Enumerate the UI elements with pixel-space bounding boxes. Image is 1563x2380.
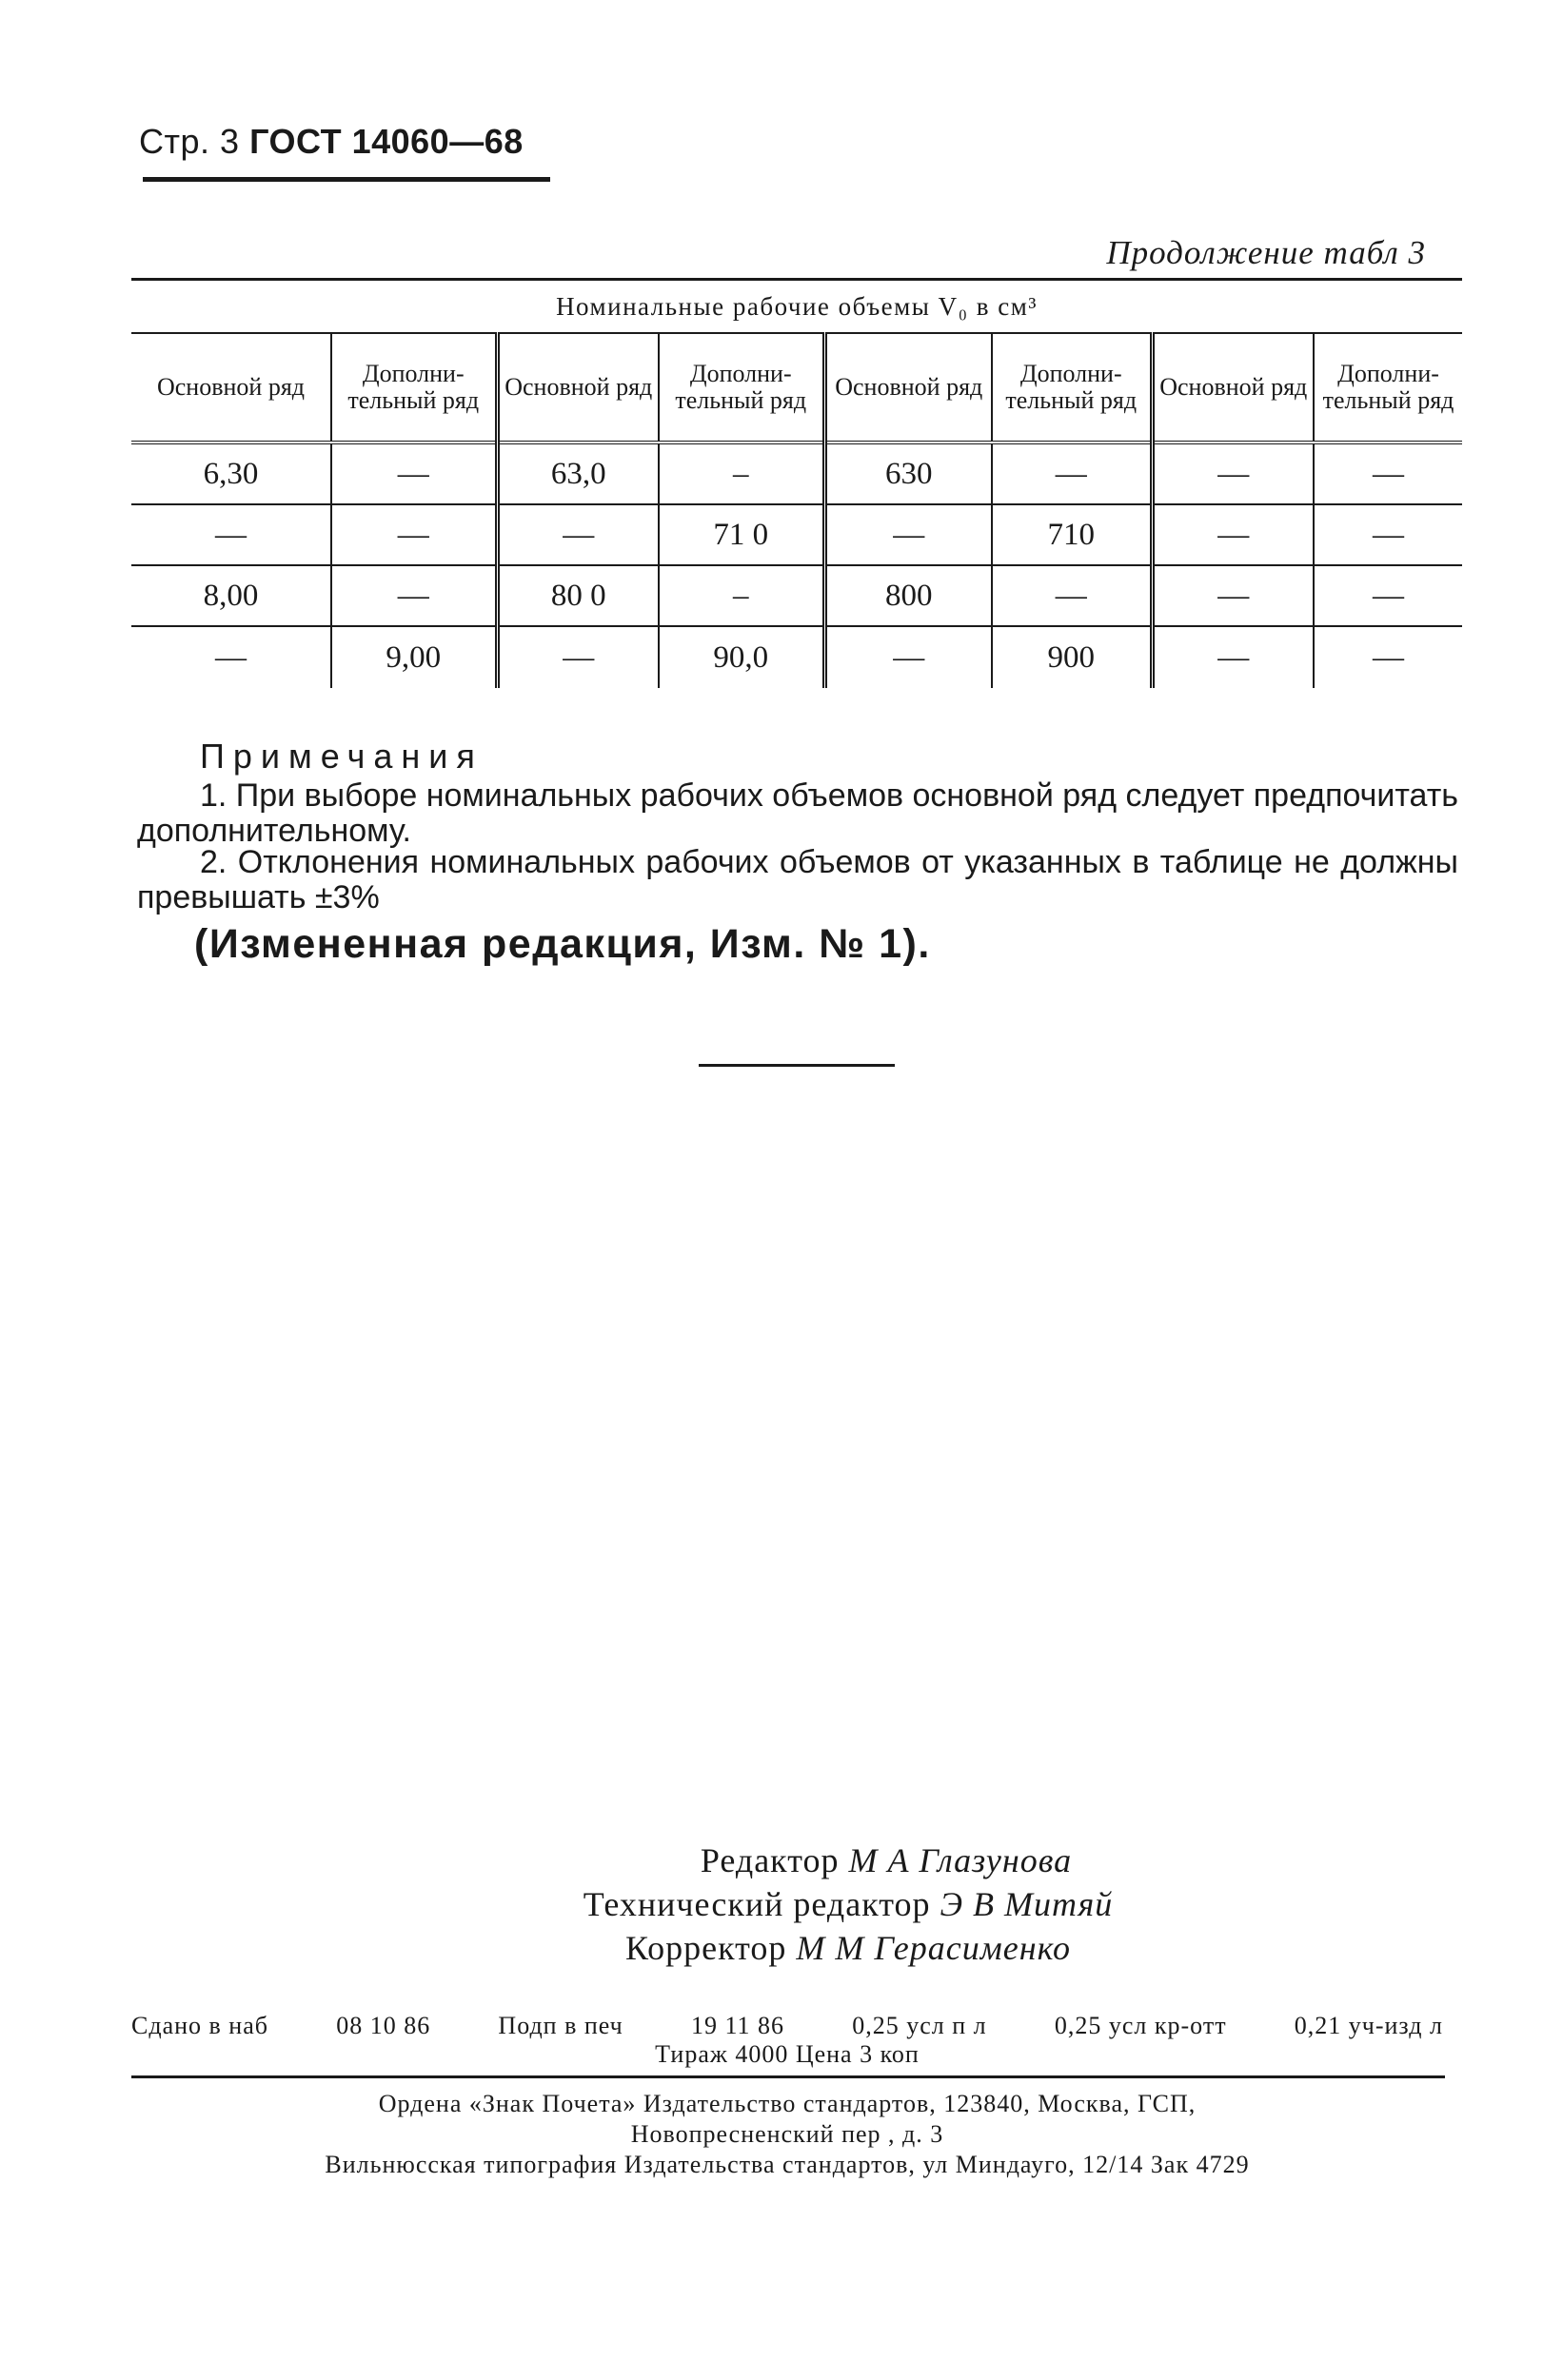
editor-line — [0, 1840, 1563, 1880]
table-cell: — — [331, 443, 497, 504]
table-cell: 9,00 — [331, 626, 497, 688]
table-cell: 8,00 — [131, 565, 331, 626]
table-cell: — — [497, 626, 659, 688]
note-item: 1. При выборе номинальных рабочих объемов основной ряд следует предпочитать дополнительному. — [137, 777, 1458, 849]
table-header-row — [131, 333, 1462, 443]
section-divider — [699, 1064, 895, 1067]
imprint-printer: Вильнюсская типография Издательства стандартов, ул Миндауго, 12/14 Зак 4729 — [325, 2151, 1250, 2178]
table-cell: — — [992, 565, 1152, 626]
table-cell: 800 — [824, 565, 992, 626]
table-cell: — — [1314, 565, 1462, 626]
header-main-2: Основной ряд — [497, 333, 659, 443]
proofreader-line — [0, 1928, 1563, 1968]
header-additional-1: Дополни-тельный ряд — [331, 333, 497, 443]
page-number: Стр. 3 — [139, 122, 240, 161]
table-cell: — — [1152, 504, 1314, 565]
table-cell: — — [824, 504, 992, 565]
table-row — [131, 504, 1462, 565]
staff-role: Редактор — [700, 1841, 840, 1879]
table-row — [131, 626, 1462, 688]
table-cell: — — [824, 626, 992, 688]
header-rule — [143, 177, 550, 182]
imprint-field: 0,25 усл п л — [852, 2012, 987, 2039]
header-main-4: Основной ряд — [1152, 333, 1314, 443]
header-additional-4: Дополни-тельный ряд — [1314, 333, 1462, 443]
table-cell: – — [659, 565, 824, 626]
table-cell: 630 — [824, 443, 992, 504]
table-cell: — — [1152, 626, 1314, 688]
table-caption: Номинальные рабочие объемы V₀ в см³ — [131, 280, 1462, 334]
table-cell: — — [497, 504, 659, 565]
header-main-3: Основной ряд — [824, 333, 992, 443]
imprint-field: 0,21 уч-изд л — [1294, 2012, 1443, 2039]
imprint-address: Новопресненский пер , д. 3 — [630, 2120, 944, 2148]
table-cell: 71 0 — [659, 504, 824, 565]
imprint-field: Подп в печ — [498, 2012, 623, 2039]
standard-number: ГОСТ 14060—68 — [249, 122, 524, 161]
page-header — [139, 122, 524, 162]
staff-name: М А Глазунова — [848, 1841, 1073, 1879]
notes-title: Примечания — [200, 737, 484, 776]
table-cell: 900 — [992, 626, 1152, 688]
imprint-field: Сдано в наб — [131, 2012, 268, 2039]
imprint-publisher: Ордена «Знак Почета» Издательство стандартов, 123840, Москва, ГСП, — [378, 2090, 1197, 2117]
volumes-table — [131, 278, 1462, 688]
table-cell: 6,30 — [131, 443, 331, 504]
staff-name: Э В Митяй — [940, 1885, 1114, 1923]
table-cell: — — [131, 504, 331, 565]
imprint-print-data — [131, 2012, 1443, 2040]
imprint-field: 19 11 86 — [690, 2012, 785, 2039]
table-row — [131, 565, 1462, 626]
table-cell: 80 0 — [497, 565, 659, 626]
staff-name: М М Герасименко — [796, 1929, 1072, 1967]
note-item: 2. Отклонения номинальных рабочих объемов от указанных в таблице не должны превышать ±3% — [137, 844, 1458, 915]
header-main-1: Основной ряд — [131, 333, 331, 443]
staff-role: Технический редактор — [583, 1885, 931, 1923]
table-cell: 90,0 — [659, 626, 824, 688]
imprint-field: 08 10 86 — [336, 2012, 431, 2039]
tech-editor-line — [0, 1884, 1563, 1924]
imprint-circulation: Тираж 4000 Цена 3 коп — [655, 2040, 920, 2068]
table-cell: — — [1152, 565, 1314, 626]
table-cell: — — [1152, 443, 1314, 504]
table-cell: 63,0 — [497, 443, 659, 504]
table-cell: — — [1314, 443, 1462, 504]
edition-note: (Измененная редакция, Изм. № 1). — [194, 921, 931, 967]
table-cell: — — [331, 565, 497, 626]
table-cell: — — [1314, 504, 1462, 565]
header-additional-2: Дополни-тельный ряд — [659, 333, 824, 443]
staff-role: Корректор — [624, 1929, 787, 1967]
table-cell: – — [659, 443, 824, 504]
table-cell: — — [331, 504, 497, 565]
table-cell: — — [1373, 639, 1405, 675]
header-additional-3: Дополни-тельный ряд — [992, 333, 1152, 443]
table-row — [131, 443, 1462, 504]
imprint-field: 0,25 усл кр-отт — [1054, 2012, 1227, 2039]
table-cell: — — [992, 443, 1152, 504]
table-cell: 710 — [992, 504, 1152, 565]
table-cell: — — [131, 626, 331, 688]
imprint-rule — [131, 2075, 1445, 2078]
table-continuation-label: Продолжение табл 3 — [1106, 234, 1426, 271]
